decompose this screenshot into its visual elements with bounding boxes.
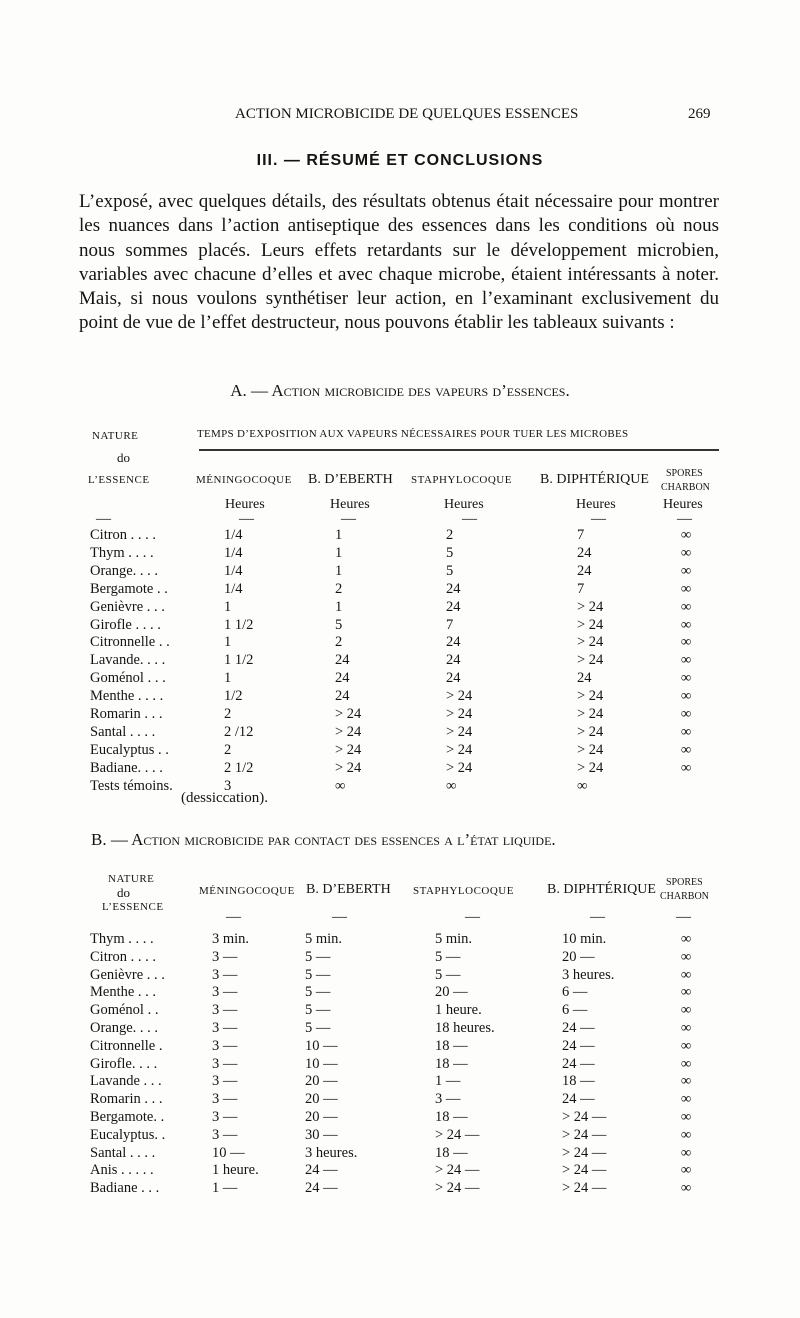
table-cell: 10 — [212, 1144, 245, 1161]
body-paragraph: L’exposé, avec quelques détails, des résultats obtenus était nécessaire pour montrer les nuances dans l’action antiseptique des essences dans les conditions où nous nous sommes placés. Leurs effets retardants sur le développement microbien, variables avec chacune d’elles et avec chaque microbe, étaient intéressants à noter. Mais, si nous voulons synthétiser leur action, en l’examinant exclusivement du point de vue de l’effet destructeur, nous pouvons établir les tableaux suivants : [79, 191, 719, 334]
rule-dash: — [465, 909, 480, 925]
table-cell: 1 1/2 [224, 616, 254, 633]
table-a-nature-3: L’ESSENCE [88, 474, 150, 486]
table-cell: 2 [335, 634, 343, 651]
table-cell: 3 heures. [562, 966, 615, 983]
table-cell: ∞ [680, 966, 692, 983]
table-cell: > 24 — [562, 1162, 607, 1179]
table-cell: 24 [446, 580, 461, 597]
table-cell: 1 [224, 670, 232, 687]
table-cell: ∞ [680, 1073, 692, 1090]
table-cell: ∞ [680, 527, 692, 543]
table-a-unit-1: Heures [225, 497, 265, 512]
row-label: Lavande . . . [90, 1073, 162, 1090]
table-cell: 24 [446, 670, 461, 687]
table-a-span-header: TEMPS D’EXPOSITION AUX VAPEURS NÉCESSAIRES POUR TUER LES MICROBES [197, 428, 629, 440]
row-label: Bergamote . . [90, 580, 168, 597]
table-cell: 1/4 [224, 544, 243, 561]
table-cell: > 24 — [562, 1109, 607, 1125]
table-b-col-staphylo: STAPHYLOCOQUE [413, 885, 514, 897]
table-cell: > 24 [577, 706, 604, 722]
table-cell: 5 — [305, 1020, 331, 1036]
table-cell: ∞ [680, 741, 692, 758]
table-cell: ∞ [680, 706, 692, 722]
table-cell: 20 — [305, 1109, 338, 1125]
table-cell: 5 min. [435, 931, 473, 947]
table-cell: > 24 [577, 598, 604, 615]
row-label: Citronnelle . . [90, 634, 170, 651]
table-cell: 24 [446, 598, 461, 615]
row-label: Romarin . . . [90, 1091, 163, 1108]
table-cell: ∞ [335, 777, 346, 794]
table-cell: ∞ [680, 1002, 692, 1019]
table-cell: > 24 [335, 759, 362, 776]
table-cell: 7 [446, 616, 454, 633]
table-cell: > 24 [577, 652, 604, 669]
page-number: 269 [688, 106, 711, 122]
table-cell: 3 — [212, 948, 238, 965]
table-cell: ∞ [680, 723, 692, 740]
table-cell: > 24 — [562, 1180, 607, 1197]
rule-dash: — [332, 909, 347, 925]
table-cell: ∞ [577, 777, 588, 794]
table-cell: 1 [224, 634, 232, 651]
table-cell: > 24 [577, 741, 604, 758]
table-a-nature-2: do [117, 450, 130, 465]
table-cell: ∞ [680, 1109, 692, 1125]
table-cell: > 24 — [435, 1162, 480, 1179]
table-cell: ∞ [680, 984, 692, 1001]
table-cell: 1 — [435, 1073, 461, 1090]
rule-dash: — [462, 511, 477, 527]
table-cell: 1 [335, 544, 343, 561]
table-cell: 6 — [562, 984, 588, 1001]
row-label: Girofle . . . . [90, 616, 161, 633]
table-b-col-meningo: MÉNINGOCOQUE [199, 885, 295, 897]
table-cell: 10 — [305, 1037, 338, 1054]
table-cell: 5 — [435, 966, 461, 983]
table-cell: 20 — [305, 1073, 338, 1090]
rule-dash: — [591, 511, 606, 527]
row-label: Menthe . . . . [90, 688, 164, 705]
table-b-title: B. — Action microbicide par contact des essences a l’état liquide. [91, 830, 556, 849]
table-cell: ∞ [680, 616, 692, 633]
table-cell: 24 [446, 652, 461, 669]
table-cell: 3 — [212, 984, 238, 1001]
table-cell: 24 — [562, 1055, 595, 1072]
table-cell: 3 — [212, 1037, 238, 1054]
rule-dash: — [676, 909, 691, 925]
table-cell: 3 — [212, 1055, 238, 1072]
table-cell: 20 — [435, 984, 468, 1001]
row-label: Badiane. . . . [90, 759, 163, 776]
table-cell: 24 — [305, 1162, 338, 1179]
table-cell: > 24 [577, 688, 604, 705]
table-cell: 24 [577, 562, 592, 579]
table-cell: 5 min. [305, 931, 343, 947]
table-cell: 24 — [305, 1180, 338, 1197]
table-cell: 24 [446, 634, 461, 651]
row-label: Badiane . . . [90, 1180, 160, 1197]
row-label: Thym . . . . [90, 931, 154, 947]
table-cell: 24 [335, 688, 350, 705]
row-label: Genièvre . . . [90, 966, 165, 983]
table-cell: 1/4 [224, 580, 243, 597]
table-cell: > 24 — [562, 1126, 607, 1143]
running-title: ACTION MICROBICIDE DE QUELQUES ESSENCES [235, 106, 579, 122]
table-cell: > 24 [446, 688, 473, 705]
table-a-col-diphterique: B. DIPHTÉRIQUE [540, 472, 649, 487]
table-cell: 1 — [212, 1180, 238, 1197]
table-cell: 18 — [435, 1055, 468, 1072]
table-a-nature-1: NATURE [92, 430, 139, 442]
table-cell: 10 min. [562, 931, 607, 947]
table-cell: 18 — [562, 1073, 595, 1090]
table-cell: ∞ [680, 1180, 692, 1197]
row-label: Orange. . . . [90, 562, 159, 579]
table-cell: 1 heure. [212, 1162, 259, 1179]
table-cell: > 24 [577, 616, 604, 633]
table-cell: > 24 [335, 706, 362, 722]
table-cell: 24 [335, 652, 350, 669]
table-cell: 20 — [562, 948, 595, 965]
table-cell: 2 /12 [224, 723, 254, 740]
table-cell: 24 — [562, 1037, 595, 1054]
table-cell: 3 — [212, 1073, 238, 1090]
rule-dash: — [590, 909, 605, 925]
table-b-col-spores: SPORES [666, 877, 703, 888]
rule-dash: — [341, 511, 356, 527]
table-cell: ∞ [680, 1055, 692, 1072]
table-cell: 1 [335, 562, 343, 579]
table-cell: > 24 [577, 723, 604, 740]
table-b-nature-1: NATURE [108, 873, 155, 885]
table-cell: 3 — [212, 1126, 238, 1143]
table-cell: 3 — [212, 1091, 238, 1108]
table-cell: 5 — [305, 948, 331, 965]
table-cell: 6 — [562, 1002, 588, 1019]
table-cell: 3 — [212, 1020, 238, 1036]
table-cell: 3 — [435, 1091, 461, 1108]
row-label: Eucalyptus . . [90, 741, 169, 758]
row-label: Goménol . . . [90, 670, 166, 687]
table-cell: ∞ [680, 562, 692, 579]
rule-dash: — [677, 511, 692, 527]
table-cell: 24 [577, 670, 592, 687]
table-cell: ∞ [680, 1091, 692, 1108]
table-cell: 2 [224, 706, 232, 722]
row-label: Goménol . . [90, 1002, 159, 1019]
table-cell: 1/2 [224, 688, 243, 705]
table-cell: > 24 [335, 741, 362, 758]
table-cell: 2 1/2 [224, 759, 254, 776]
rule-dash: — [226, 909, 241, 925]
table-cell: 5 — [435, 948, 461, 965]
table-cell: > 24 [577, 759, 604, 776]
table-cell: ∞ [680, 1020, 692, 1036]
row-label: Menthe . . . [90, 984, 157, 1001]
table-cell: 24 [577, 544, 592, 561]
table-cell: 5 [446, 562, 454, 579]
table-cell: ∞ [446, 777, 457, 794]
row-label: Lavande. . . . [90, 652, 166, 669]
table-b-col-eberth: B. D’EBERTH [306, 882, 391, 897]
table-cell: > 24 [446, 741, 473, 758]
table-cell: > 24 [335, 723, 362, 740]
table-cell: 3 heures. [305, 1144, 358, 1161]
table-cell: 5 — [305, 966, 331, 983]
table-cell: 18 heures. [435, 1020, 495, 1036]
table-cell: 1 [335, 527, 343, 543]
table-a-unit-2: Heures [330, 497, 370, 512]
table-cell: ∞ [680, 759, 692, 776]
table-cell: 20 — [305, 1091, 338, 1108]
table-cell: ∞ [680, 1126, 692, 1143]
table-cell: 1 [335, 598, 343, 615]
table-cell: 10 — [305, 1055, 338, 1072]
row-label: Bergamote. . [90, 1109, 165, 1125]
table-cell: 2 [335, 580, 343, 597]
table-a-col-eberth: B. D’EBERTH [308, 472, 393, 487]
table-cell: 5 — [305, 984, 331, 1001]
row-label: Tests témoins. [90, 777, 173, 794]
row-label: Orange. . . . [90, 1020, 159, 1036]
table-cell: 2 [446, 527, 454, 543]
table-a-col-spores: SPORES [666, 468, 703, 479]
table-cell: ∞ [680, 931, 692, 947]
table-cell: 3 — [212, 966, 238, 983]
table-cell: 2 [224, 741, 232, 758]
row-label: Citron . . . . [90, 948, 157, 965]
row-label: Girofle. . . . [90, 1055, 158, 1072]
table-cell: > 24 [446, 706, 473, 722]
table-cell: 30 — [305, 1126, 338, 1143]
table-cell: ∞ [680, 1162, 692, 1179]
table-cell: 7 [577, 580, 585, 597]
row-label: Citron . . . . [90, 527, 157, 543]
table-cell: > 24 — [435, 1126, 480, 1143]
row-label: Anis . . . . . [90, 1162, 154, 1179]
table-a-unit-4: Heures [576, 497, 616, 512]
table-cell: 7 [577, 527, 585, 543]
row-label: Eucalyptus. . [90, 1126, 166, 1143]
rule-dash: — [239, 511, 254, 527]
table-cell: ∞ [680, 598, 692, 615]
table-cell: 24 [335, 670, 350, 687]
table-a-unit-5: Heures [663, 497, 703, 512]
table-a-col-staphylo: STAPHYLOCOQUE [411, 474, 512, 486]
table-cell: 5 — [305, 1002, 331, 1019]
table-cell: ∞ [680, 634, 692, 651]
table-cell: 18 — [435, 1037, 468, 1054]
table-a-unit-3: Heures [444, 497, 484, 512]
table-b-nature-2: do [117, 885, 130, 900]
table-cell: 1/4 [224, 527, 243, 543]
table-a-col-charbon: CHARBON [661, 482, 710, 493]
rule-dash: — [96, 511, 111, 527]
table-cell: 3 [224, 777, 232, 794]
table-cell: 3 — [212, 1002, 238, 1019]
table-cell: 5 [446, 544, 454, 561]
table-a-title: A. — Action microbicide des vapeurs d’essences. [230, 381, 570, 400]
table-cell: > 24 [446, 759, 473, 776]
table-cell: ∞ [680, 580, 692, 597]
table-cell: ∞ [680, 1037, 692, 1054]
table-cell: ∞ [680, 1144, 692, 1161]
table-cell: 3 min. [212, 931, 250, 947]
table-a-footnote: (dessiccation). [181, 790, 269, 806]
table-cell: 5 [335, 616, 343, 633]
table-cell: 18 — [435, 1109, 468, 1125]
table-cell: 1 1/2 [224, 652, 254, 669]
table-cell: 18 — [435, 1144, 468, 1161]
table-cell: ∞ [680, 544, 692, 561]
row-label: Romarin . . . [90, 706, 163, 722]
table-cell: > 24 — [562, 1144, 607, 1161]
row-label: Citronnelle . [90, 1037, 163, 1054]
section-title: III. — RÉSUMÉ ET CONCLUSIONS [256, 152, 544, 169]
table-cell: > 24 — [435, 1180, 480, 1197]
table-cell: 1 [224, 598, 232, 615]
table-cell: > 24 [577, 634, 604, 651]
row-label: Thym . . . . [90, 544, 154, 561]
table-cell: ∞ [680, 688, 692, 705]
table-cell: 1/4 [224, 562, 243, 579]
table-cell: 1 heure. [435, 1002, 482, 1019]
table-cell: ∞ [680, 670, 692, 687]
table-cell: 24 — [562, 1020, 595, 1036]
table-a-col-meningo: MÉNINGOCOQUE [196, 474, 292, 486]
table-b-nature-3: L’ESSENCE [102, 901, 164, 913]
table-cell: 3 — [212, 1109, 238, 1125]
table-cell: ∞ [680, 652, 692, 669]
table-b-col-diphterique: B. DIPHTÉRIQUE [547, 882, 656, 897]
table-cell: > 24 [446, 723, 473, 740]
row-label: Santal . . . . [90, 1144, 156, 1161]
table-a-span-rule [199, 449, 719, 451]
table-cell: 24 — [562, 1091, 595, 1108]
table-cell: ∞ [680, 948, 692, 965]
table-b-col-charbon: CHARBON [660, 891, 709, 902]
row-label: Genièvre . . . [90, 598, 165, 615]
row-label: Santal . . . . [90, 723, 156, 740]
